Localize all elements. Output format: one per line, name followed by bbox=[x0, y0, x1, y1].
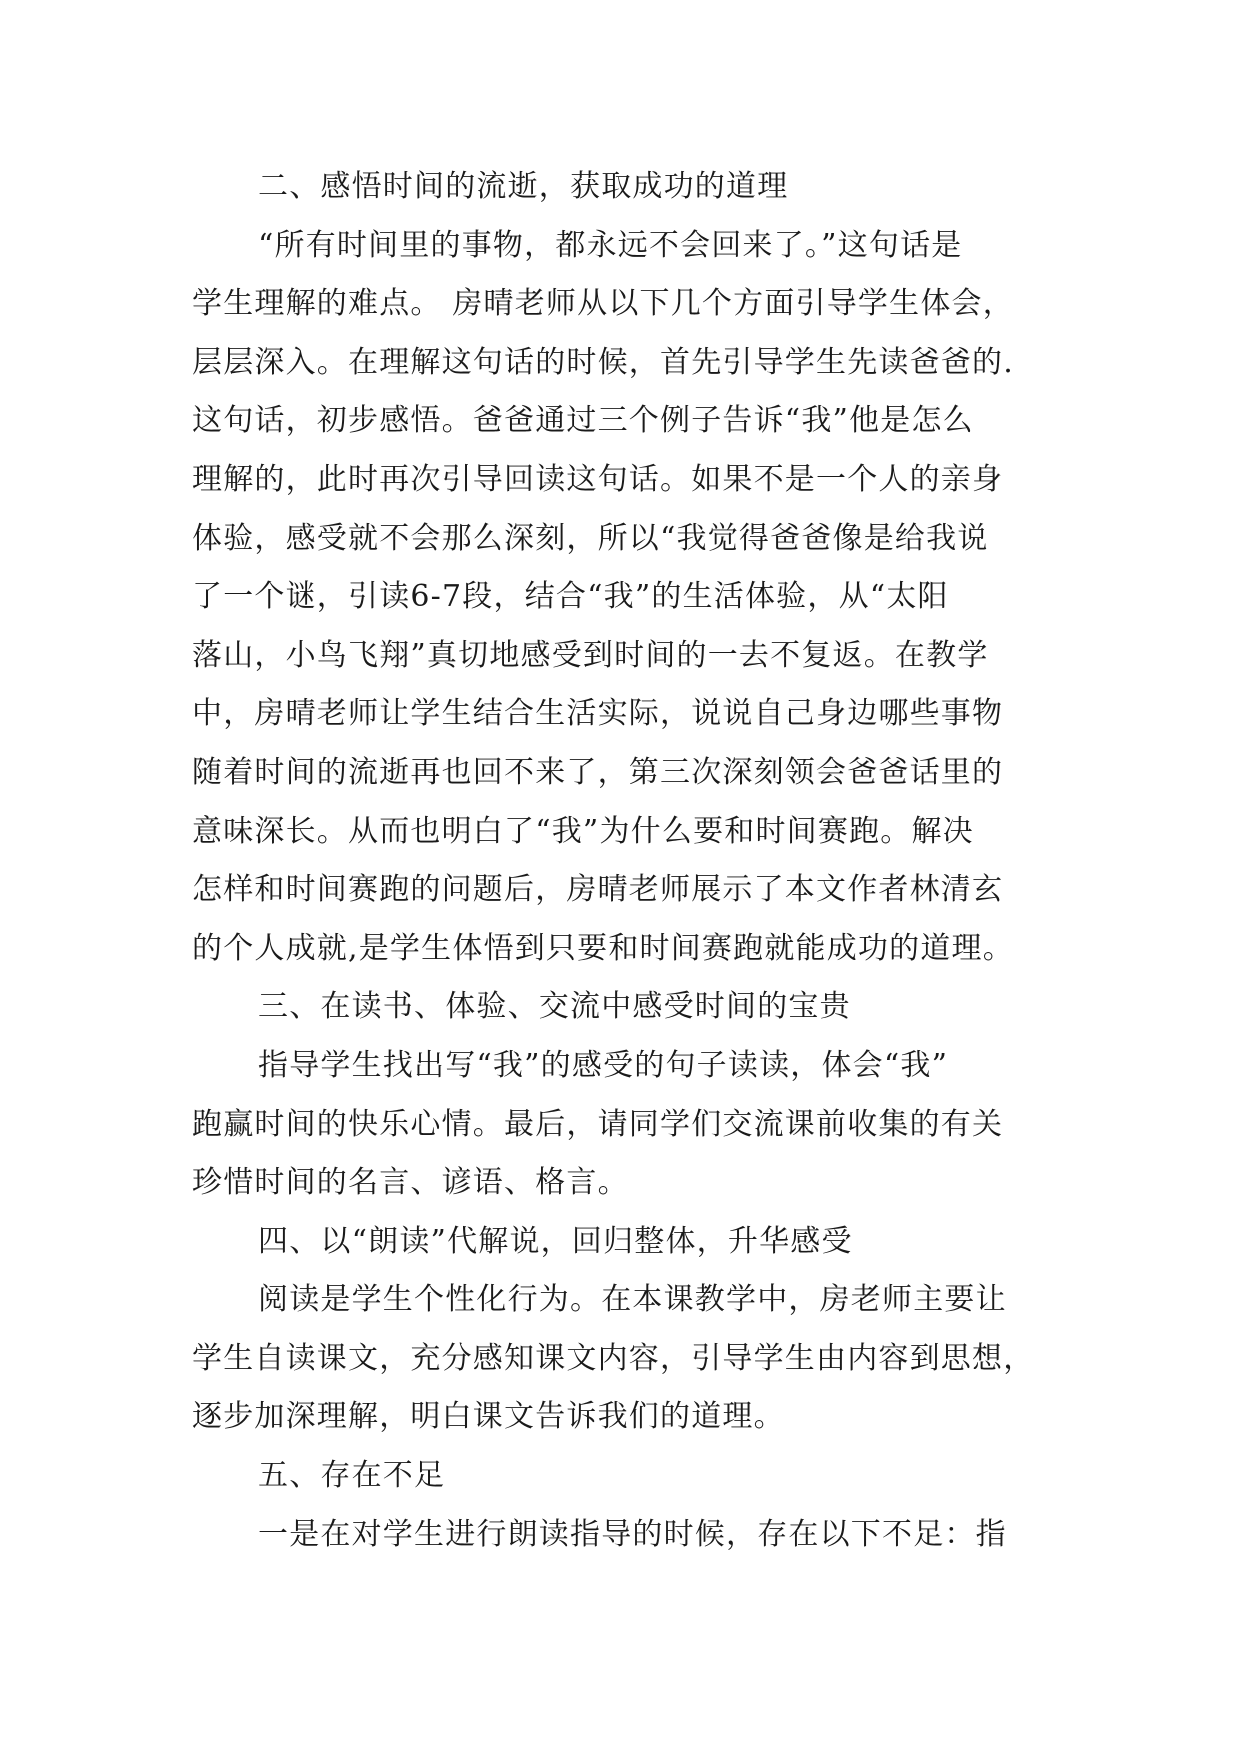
text-line: 三、在读书、体验、交流中感受时间的宝贵 bbox=[258, 989, 851, 1025]
text-line: 珍惜时间的名言、谚语、格言。 bbox=[192, 1165, 629, 1201]
text-line: 阅读是学生个性化行为。在本课教学中，房老师主要让 bbox=[258, 1282, 1007, 1318]
text-line: 了一个谜，引读6-7段，结合“我”的生活体验，从“太阳 bbox=[192, 579, 949, 615]
text-line: 层层深入。在理解这句话的时候，首先引导学生先读爸爸的. bbox=[192, 344, 1014, 380]
text-line: 意味深长。从而也明白了“我”为什么要和时间赛跑。解决 bbox=[192, 813, 974, 849]
text-line: 学生自读课文，充分感知课文内容，引导学生由内容到思想， bbox=[192, 1340, 1035, 1376]
text-line: 随着时间的流逝再也回不来了，第三次深刻领会爸爸话里的 bbox=[192, 754, 1004, 790]
text-line: 四、以“朗读”代解说，回归整体，升华感受 bbox=[258, 1223, 853, 1259]
text-line: 体验，感受就不会那么深刻，所以“我觉得爸爸像是给我说 bbox=[192, 520, 989, 556]
text-line: 学生理解的难点。 房晴老师从以下几个方面引导学生体会， bbox=[192, 286, 1014, 322]
text-line: 这句话，初步感悟。爸爸通过三个例子告诉“我”他是怎么 bbox=[192, 403, 974, 439]
text-line: 一是在对学生进行朗读指导的时候，存在以下不足：指 bbox=[258, 1516, 1007, 1552]
text-line: 中，房晴老师让学生结合生活实际，说说自己身边哪些事物 bbox=[192, 696, 1004, 732]
text-line: 落山，小鸟飞翔”真切地感受到时间的一去不复返。在教学 bbox=[192, 637, 989, 673]
text-line: “所有时间里的事物，都永远不会回来了。”这句话是 bbox=[258, 227, 963, 263]
text-line: 理解的，此时再次引导回读这句话。如果不是一个人的亲身 bbox=[192, 461, 1004, 497]
text-line: 逐步加深理解，明白课文告诉我们的道理。 bbox=[192, 1399, 785, 1435]
text-line: 五、存在不足 bbox=[258, 1458, 446, 1494]
text-line: 指导学生找出写“我”的感受的句子读读，体会“我” bbox=[258, 1047, 949, 1083]
text-line: 怎样和时间赛跑的问题后，房晴老师展示了本文作者林清玄 bbox=[192, 872, 1004, 908]
text-line: 二、感悟时间的流逝，获取成功的道理 bbox=[258, 169, 789, 204]
document-body bbox=[192, 158, 1052, 1564]
text-line: 跑赢时间的快乐心情。最后，请同学们交流课前收集的有关 bbox=[192, 1106, 1004, 1142]
text-line: 的个人成就,是学生体悟到只要和时间赛跑就能成功的道理。 bbox=[192, 930, 1014, 966]
